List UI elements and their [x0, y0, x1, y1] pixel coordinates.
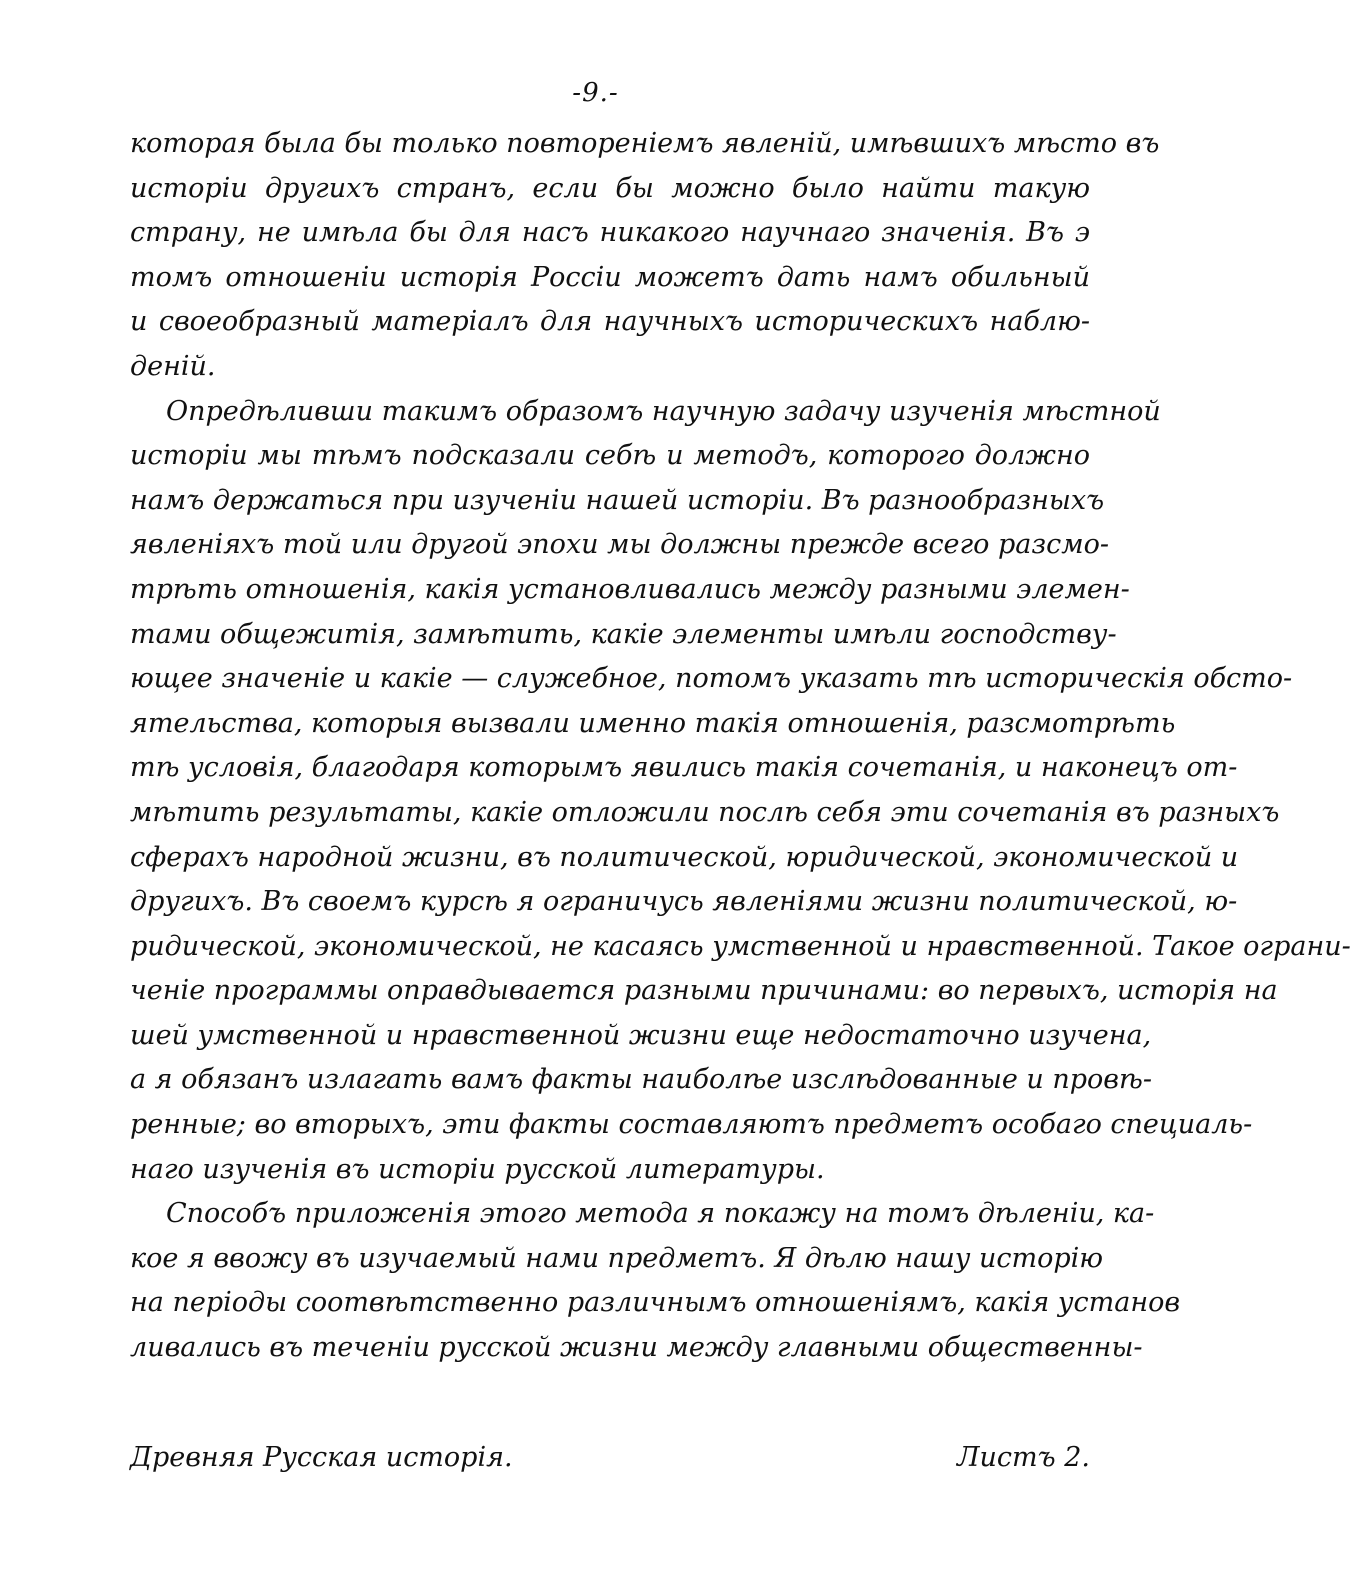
text-line: Опредѣливши такимъ образомъ научную задачу изученія мѣстной [166, 395, 1161, 427]
text-line: томъ отношеніи исторія Россіи можетъ дать намъ обильный [130, 261, 1090, 293]
text-line: на періоды соотвѣтственно различнымъ отношеніямъ, какія установ [130, 1287, 1181, 1319]
text-line: мѣтить результаты, какіе отложили послѣ себя эти сочетанія въ разныхъ [130, 796, 1280, 828]
text-line: ренные; во вторыхъ, эти факты составляютъ предметъ особаго специаль- [130, 1109, 1253, 1141]
text-line: кое я ввожу въ изучаемый нами предметъ. Я дѣлю нашу исторію [130, 1242, 1104, 1274]
text-line: деній. [130, 350, 216, 382]
text-line: шей умственной и нравственной жизни еще недостаточно изучена, [130, 1019, 1152, 1051]
handwritten-text-body [130, 122, 1351, 1371]
text-line: исторіи мы тѣмъ подсказали себѣ и методъ, которого должно [130, 440, 1090, 472]
text-line: и своеобразный матеріалъ для научныхъ историческихъ наблю- [130, 306, 1090, 338]
text-line: наго изученія въ исторіи русской литературы. [130, 1153, 825, 1185]
text-line: которая была бы только повтореніемъ явленій, имѣвшихъ мѣсто въ [130, 128, 1160, 159]
footer-title: Древняя Русская исторія. [130, 1442, 513, 1473]
page-footer [130, 1442, 1090, 1482]
page-number: -9.- [572, 78, 619, 108]
text-line: ющее значеніе и какіе — служебное, потомъ указать тѣ историческія обсто- [130, 663, 1293, 695]
text-line: трѣть отношенія, какія установливались между разными элемен- [130, 573, 1130, 605]
text-line: другихъ. Въ своемъ курсѣ я ограничусь явленіями жизни политической, ю- [130, 886, 1238, 918]
text-line: а я обязанъ излагать вамъ факты наиболѣе изслѣдованные и провѣ- [130, 1064, 1152, 1096]
text-line: ридической, экономической, не касаясь умственной и нравственной. Такое ограни- [130, 930, 1351, 962]
text-line: ятельства, которыя вызвали именно такія отношенія, разсмотрѣть [130, 707, 1176, 739]
text-line: сферахъ народной жизни, въ политической, юридической, экономической и [130, 841, 1239, 873]
text-line: исторіи другихъ странъ, если бы можно было найти такую [130, 172, 1090, 204]
text-line: ливались въ теченіи русской жизни между главными общественны- [130, 1332, 1143, 1364]
footer-sheet-number: Листъ 2. [957, 1442, 1090, 1473]
text-line: явленіяхъ той или другой эпохи мы должны прежде всего разсмо- [130, 529, 1110, 561]
text-line: тѣ условія, благодаря которымъ явились такія сочетанія, и наконецъ от- [130, 752, 1238, 784]
text-line: тами общежитія, замѣтить, какіе элементы имѣли господству- [130, 618, 1117, 650]
text-line: ченіе программы оправдывается разными причинами: во первыхъ, исторія на [130, 975, 1278, 1007]
text-line: страну, не имѣла бы для насъ никакого научнаго значенія. Въ э [130, 217, 1090, 249]
text-line: намъ держаться при изученіи нашей исторіи. Въ разнообразныхъ [130, 484, 1105, 516]
text-line: Способъ приложенія этого метода я покажу на томъ дѣленіи, ка- [166, 1198, 1155, 1230]
